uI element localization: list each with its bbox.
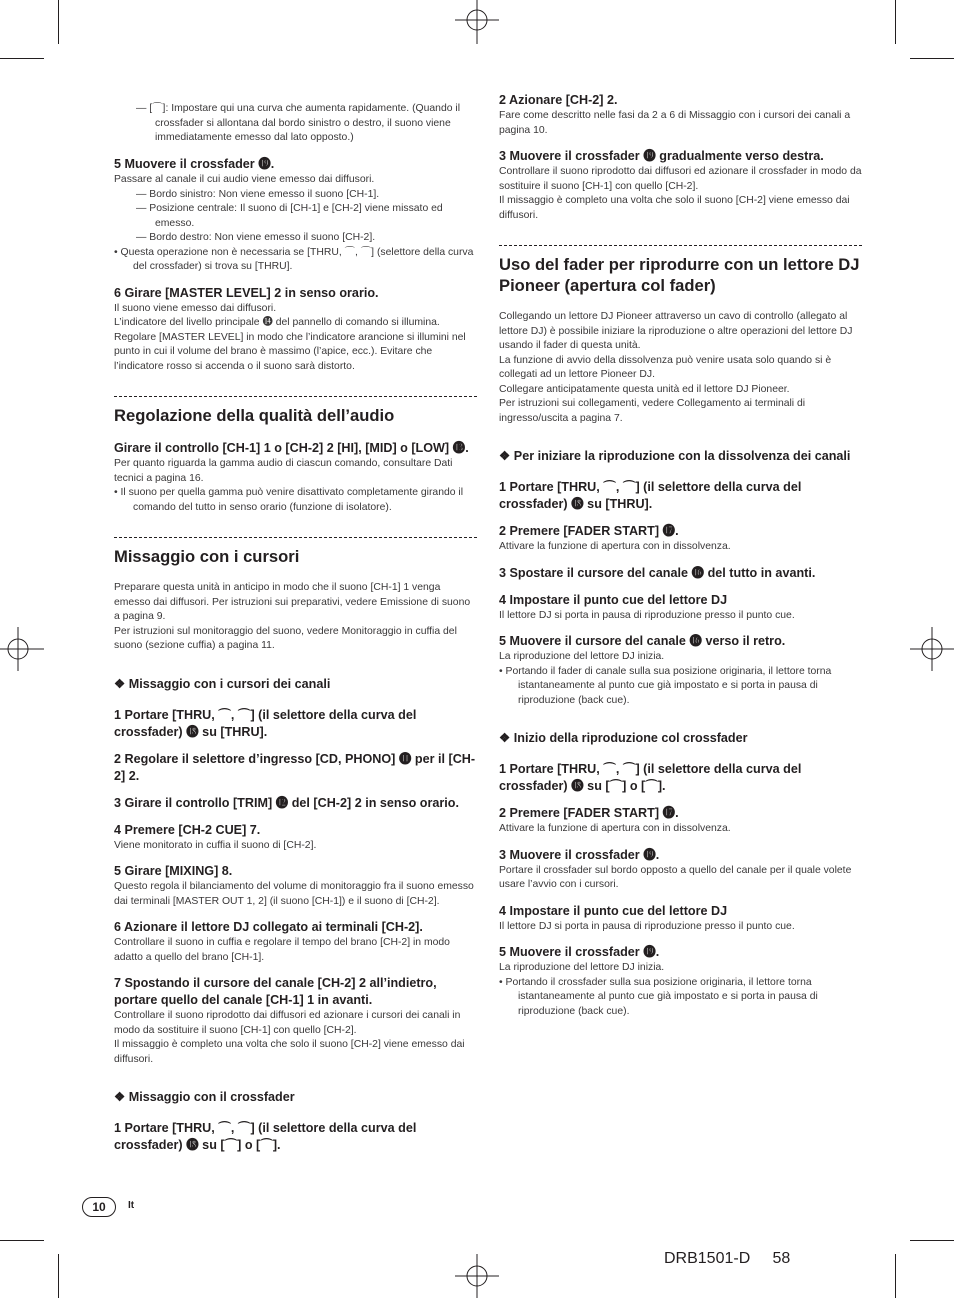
subsection-heading: ❖ Inizio della riproduzione col crossfader: [499, 731, 748, 745]
step-body: Questo regola il bilanciamento del volume di monitoraggio fra il suono emesso dai terminali [MASTER OUT 1, 2] (il suono [CH-1]) e il suono di [CH-2].: [114, 881, 474, 907]
step-heading: Girare il controllo [CH-1] 1 o [CH-2] 2 [HI], [MID] o [LOW] ⓭.: [114, 441, 469, 456]
step-body: Attivare la funzione di apertura con in dissolvenza.: [499, 823, 731, 834]
section-body: Preparare questa unità in anticipo in modo che il suono [CH-1] 1 venga emesso dai diffusori. Per istruzioni sui preparativi, vedere Emissione di suono a pagina 9. Per istruzioni sul monitoraggio del suono, vedere Monitoraggio in cuffia del suono (sezione cuffia) a pagina 11.: [114, 582, 471, 652]
step-heading: 1 Portare [THRU, ⌒, ⌒] (il selettore della curva del crossfader) ⓲ su [THRU].: [499, 480, 802, 511]
step-heading: 2 Premere [FADER START] ⓱.: [499, 524, 679, 538]
step-body: Per quanto riguarda la gamma audio di ciascun comando, consultare Dati tecnici a pagina 16.: [114, 458, 453, 484]
step-heading: 3 Muovere il crossfader ⓳ gradualmente verso destra.: [499, 149, 824, 163]
step-heading: 1 Portare [THRU, ⌒, ⌒] (il selettore della curva del crossfader) ⓲ su [⌒] o [⌒].: [114, 1121, 417, 1153]
section-divider: [114, 396, 477, 397]
step-body: Il lettore DJ si porta in pausa di riproduzione presso il punto cue.: [499, 609, 795, 621]
bullet-item: • Portando il fader di canale sulla sua posizione originaria, il lettore torna istantaneamente al punto cue già impostato e si porta in pausa di riproduzione (back cue).: [499, 665, 832, 706]
step-body: Il suono viene emesso dai diffusori. L’indicatore del livello principale ⓮ del pannello di comando si illumina. Regolare [MASTER LEVEL] in modo che l’indicatore arancione si illumini nel punto in cui il volume del brano è massimo (l’apice, ecc.). Evitare che l’indicatore rosso si accenda o il suono sarà distorto.: [114, 302, 466, 372]
step-body: Controllare il suono riprodotto dai diffusori ed azionare il crossfader in modo da sostituire il suono [CH-1] con quello [CH-2]. Il missaggio è completo una volta che solo il suono [CH-2] viene emesso dai diffusori.: [499, 166, 862, 221]
step-heading: 4 Impostare il punto cue del lettore DJ: [499, 903, 728, 918]
dash-item: — Bordo sinistro: Non viene emesso il suono [CH-1].: [136, 188, 380, 200]
section-heading: Missaggio con i cursori: [114, 547, 300, 567]
step-body: Attivare la funzione di apertura con in dissolvenza.: [499, 541, 731, 552]
curve-note-text: [⌒]: Impostare qui una curva che aumenta rapidamente. (Quando il crossfader si allontana dal bordo sinistro o destro, il suono viene immediatamente emesso dal lato opposto.): [149, 103, 461, 144]
section-heading: Regolazione della qualità dell’audio: [114, 406, 395, 426]
registration-mark-icon: [910, 627, 954, 671]
crop-mark: [58, 0, 59, 44]
crop-mark: [58, 1254, 59, 1298]
step-heading: 1 Portare [THRU, ⌒, ⌒] (il selettore della curva del crossfader) ⓲ su [THRU].: [114, 707, 417, 739]
bullet-item: • Questa operazione non è necessaria se [THRU, ⌒, ⌒] (selettore della curva del crossfader) si trova su [THRU].: [114, 246, 474, 273]
crop-mark: [0, 58, 44, 59]
registration-mark-icon: [0, 627, 44, 671]
crop-mark: [0, 1240, 44, 1241]
section-divider: [114, 537, 477, 538]
crop-mark: [895, 0, 896, 44]
step-body: Viene monitorato in cuffia il suono di [CH-2].: [114, 839, 317, 851]
language-code: It: [128, 1200, 135, 1211]
bullet-item: • Portando il crossfader sulla sua posizione originaria, il lettore torna istantaneamente al punto cue già impostato e si porta in pausa di riproduzione (back cue).: [499, 976, 818, 1017]
dash-item: — Posizione centrale: Il suono di [CH-1] e [CH-2] viene missato ed emesso.: [136, 203, 443, 229]
dash: —: [136, 103, 147, 115]
step-heading: 5 Girare [MIXING] 8.: [114, 864, 233, 879]
step-heading: 4 Premere [CH-2 CUE] 7.: [114, 822, 261, 837]
crop-mark: [910, 58, 954, 59]
step-body: La riproduzione del lettore DJ inizia.: [499, 651, 665, 662]
subsection-heading: ❖ Missaggio con i cursori dei canali: [114, 676, 331, 691]
step-body: Il lettore DJ si porta in pausa di riproduzione presso il punto cue.: [499, 920, 795, 932]
step-body: Portare il crossfader sul bordo opposto a quello del canale per il quale volete usare l’avvio con i cursori.: [499, 864, 852, 890]
step-body: Fare come descritto nelle fasi da 2 a 6 di Missaggio con i cursori dei canali a pagina 10.: [499, 110, 851, 136]
section-body: Collegando un lettore DJ Pioneer attraverso un cavo di controllo (allegato al lettore DJ) è possibile iniziare la riproduzione o altre operazioni del lettore DJ usando il fader di questa unità. La funzione di avvio della dissolvenza può venire usata solo quando si è collegati ad un lettore Pioneer DJ. Collegare anticipatamente questa unità ed il lettore DJ Pioneer. Per istruzioni sui collegamenti, vedere Collegamento ai terminali di ingresso/uscita a pagina 7.: [499, 311, 853, 424]
step-heading: 5 Muovere il cursore del canale ⓰ verso il retro.: [499, 634, 786, 648]
step-heading: 3 Muovere il crossfader ⓳.: [499, 847, 660, 862]
step-heading: 5 Muovere il crossfader ⓳.: [499, 945, 660, 959]
document-id: DRB1501-D 58: [664, 1250, 791, 1267]
step-heading: 6 Azionare il lettore DJ collegato ai terminali [CH-2].: [114, 920, 423, 935]
step-heading: 5 Muovere il crossfader ⓳.: [114, 157, 275, 172]
page-number: 10: [82, 1197, 116, 1217]
section-divider: [499, 245, 862, 246]
left-column: [114, 92, 477, 1154]
step-heading: 3 Spostare il cursore del canale ⓰ del tutto in avanti.: [499, 565, 816, 580]
step-heading: 1 Portare [THRU, ⌒, ⌒] (il selettore della curva del crossfader) ⓲ su [⌒] o [⌒].: [499, 762, 802, 793]
registration-mark-icon: [455, 1254, 499, 1298]
step-heading: 2 Premere [FADER START] ⓱.: [499, 806, 679, 820]
step-body: Controllare il suono in cuffia e regolare il tempo del brano [CH-2] in modo adatto a quello del brano [CH-1].: [114, 937, 450, 963]
subsection-heading: ❖ Missaggio con il crossfader: [114, 1090, 295, 1105]
step-body: Controllare il suono riprodotto dai diffusori ed azionare i cursori dei canali in modo da sostituire il suono [CH-1] con quello [CH-2]. Il missaggio è completo una volta che solo il suono [CH-2] viene emesso dai diffusori.: [114, 1010, 465, 1065]
subsection-heading: ❖ Per iniziare la riproduzione con la dissolvenza dei canali: [499, 449, 851, 463]
dash-item: — Bordo destro: Non viene emesso il suono [CH-2].: [136, 232, 376, 244]
step-body: La riproduzione del lettore DJ inizia.: [499, 962, 665, 973]
step-heading: 6 Girare [MASTER LEVEL] 2 in senso orario.: [114, 285, 379, 300]
step-heading: 2 Azionare [CH-2] 2.: [499, 93, 618, 107]
registration-mark-icon: [455, 0, 499, 44]
curve-note: [114, 102, 477, 146]
crop-mark: [895, 1254, 896, 1298]
bullet-item: • Il suono per quella gamma può venire disattivato completamente girando il comando del tutto in senso orario (funzione di isolatore).: [114, 487, 464, 513]
step-heading: 2 Regolare il selettore d’ingresso [CD, PHONO] ⓫ per il [CH-2] 2.: [114, 751, 476, 783]
crop-mark: [910, 1240, 954, 1241]
step-body: Passare al canale il cui audio viene emesso dai diffusori.: [114, 174, 375, 186]
section-heading: Uso del fader per riprodurre con un lettore DJ Pioneer (apertura col fader): [499, 255, 860, 295]
step-heading: 4 Impostare il punto cue del lettore DJ: [499, 592, 728, 607]
right-column: [499, 92, 862, 1019]
step-heading: 3 Girare il controllo [TRIM] ⓬ del [CH-2] 2 in senso orario.: [114, 795, 459, 810]
step-heading: 7 Spostando il cursore del canale [CH-2] 2 all’indietro, portare quello del canale [CH-1] 1 in avanti.: [114, 976, 437, 1008]
